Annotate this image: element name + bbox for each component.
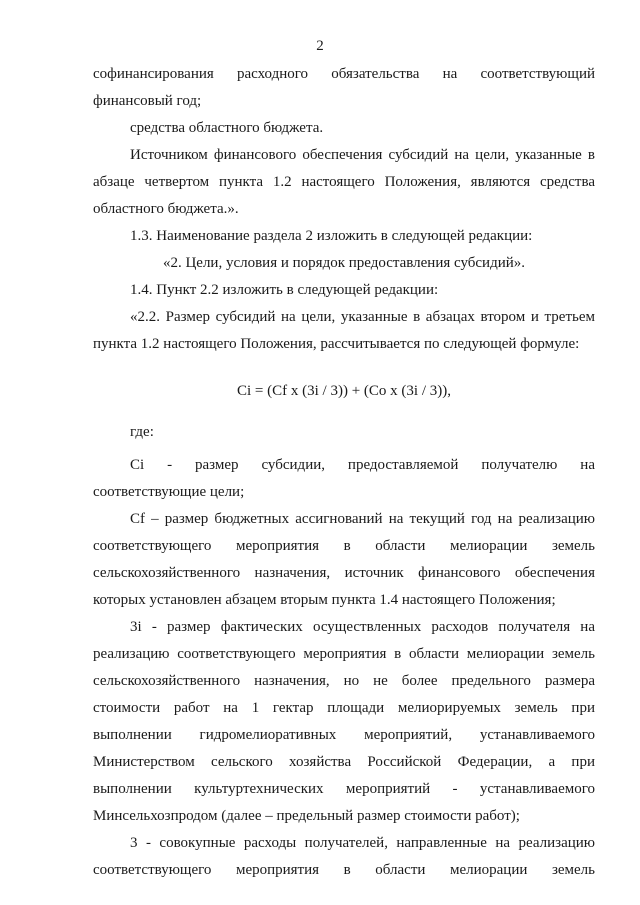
text-line: выполнении культуртехнических мероприятий - устанавливаемого (93, 781, 595, 797)
formula: Ci = (Cf x (3i / 3)) + (Co x (3i / 3)), (237, 383, 451, 399)
document-body (93, 61, 595, 884)
section-heading: «2. Цели, условия и порядок предоставления субсидий». (162, 255, 526, 271)
text-line: 1.3. Наименование раздела 2 изложить в следующей редакции: (130, 228, 533, 244)
text-line: Источником финансового обеспечения субсидий на цели, указанные в (130, 147, 595, 163)
text-line: областного бюджета.». (93, 201, 239, 217)
text-line: которых установлен абзацем вторым пункта 1.4 настоящего Положения; (93, 592, 556, 608)
text-line: сельскохозяйственного назначения, источник финансового обеспечения (93, 565, 595, 581)
text-line: средства областного бюджета. (130, 120, 324, 136)
text-line: реализацию соответствующего мероприятия в области мелиорации земель (93, 646, 595, 662)
page-number: 2 (316, 38, 324, 54)
text-line: сельскохозяйственного назначения, но не более предельного размера (93, 673, 595, 689)
text-line: Министерством сельского хозяйства Российской Федерации, а при (93, 754, 595, 770)
text-line: абзаце четвертом пункта 1.2 настоящего Положения, являются средства (93, 174, 595, 190)
text-line: соответствующего мероприятия в области мелиорации земель (93, 538, 595, 554)
text-line: софинансирования расходного обязательства на соответствующий (93, 66, 595, 82)
text-line: 3i - размер фактических осуществленных расходов получателя на (130, 619, 595, 635)
text-line: Ci - размер субсидии, предоставляемой получателю на (130, 457, 595, 473)
text-line: соответствующего мероприятия в области мелиорации земель (93, 862, 595, 878)
text-line: Минсельхозпродом (далее – предельный размер стоимости работ); (93, 808, 520, 824)
text-line: соответствующие цели; (93, 484, 245, 500)
text-line: где: (130, 424, 154, 440)
text-line: «2.2. Размер субсидий на цели, указанные в абзацах втором и третьем (130, 309, 595, 325)
text-line: стоимости работ на 1 гектар площади мелиорируемых земель при (93, 700, 595, 716)
text-line: выполнении гидромелиоративных мероприятий, устанавливаемого (93, 727, 595, 743)
text-line: пункта 1.2 настоящего Положения, рассчитывается по следующей формуле: (93, 336, 580, 352)
text-line: финансовый год; (93, 93, 202, 109)
text-line: 3 - совокупные расходы получателей, направленные на реализацию (130, 835, 595, 851)
text-line: 1.4. Пункт 2.2 изложить в следующей редакции: (130, 282, 439, 298)
text-line: Cf – размер бюджетных ассигнований на текущий год на реализацию (130, 511, 595, 527)
